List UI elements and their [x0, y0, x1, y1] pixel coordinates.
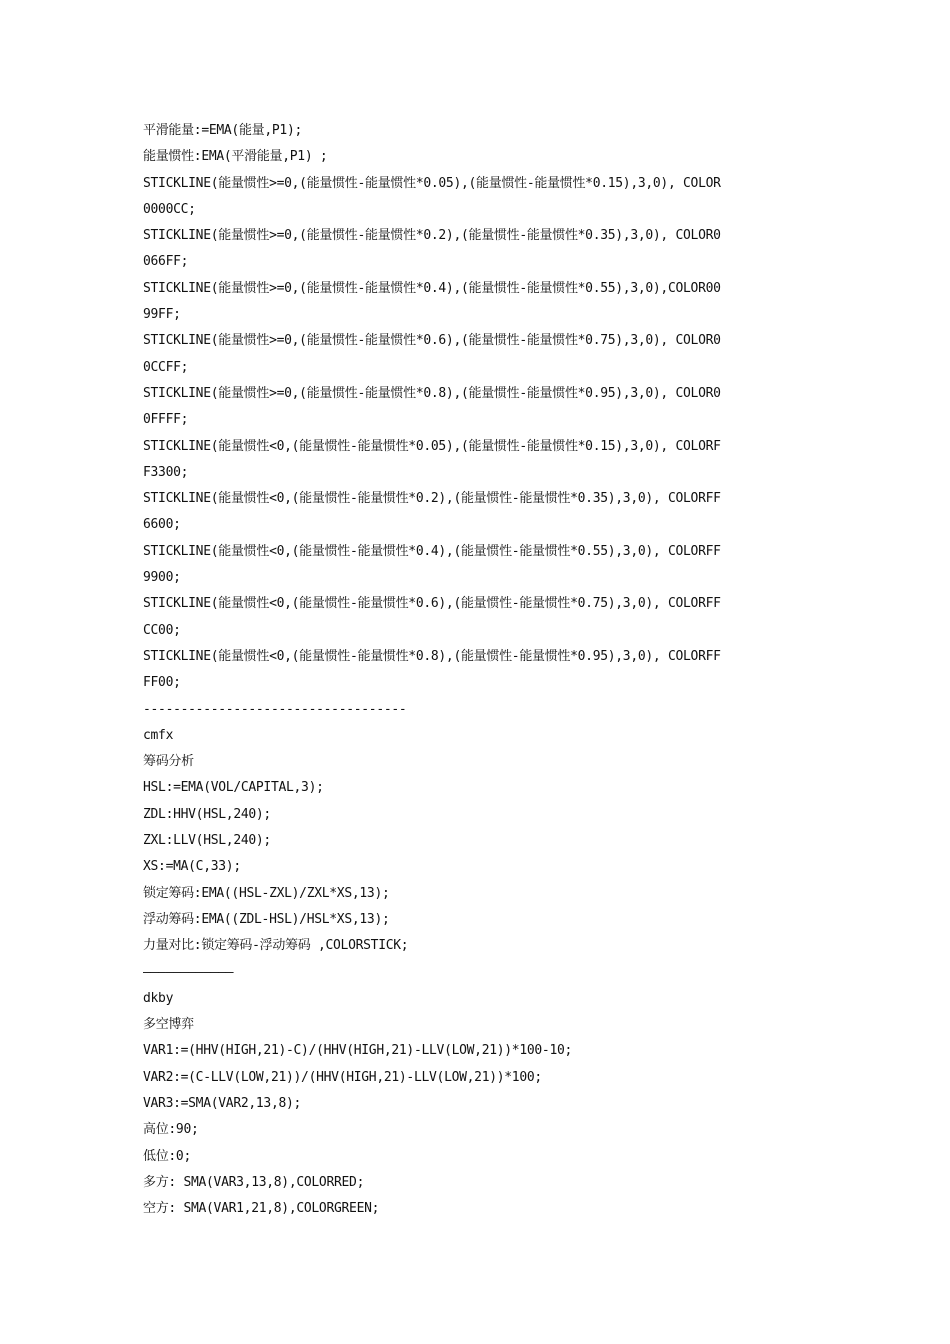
text-line: 空方: SMA(VAR1,21,8),COLORGREEN;: [143, 1201, 380, 1217]
text-line: 0CCFF;: [143, 359, 189, 375]
text-line: STICKLINE(能量惯性>=0,(能量惯性-能量惯性*0.4),(能量惯性-能量惯性*0.55),3,0),COLOR00: [143, 280, 721, 296]
text-line: dkby: [143, 990, 174, 1006]
text-line: 平滑能量:=EMA(能量,P1);: [143, 123, 302, 138]
separator-line: -----------------------------------: [143, 701, 407, 717]
text-line: FF00;: [143, 675, 181, 691]
text-line: 低位:0;: [143, 1148, 191, 1164]
text-line: XS:=MA(C,33);: [143, 859, 241, 875]
text-line: STICKLINE(能量惯性<0,(能量惯性-能量惯性*0.4),(能量惯性-能量惯性*0.55),3,0), COLORFF: [143, 543, 721, 559]
text-line: STICKLINE(能量惯性>=0,(能量惯性-能量惯性*0.8),(能量惯性-能量惯性*0.95),3,0), COLOR0: [143, 385, 721, 401]
text-line: STICKLINE(能量惯性>=0,(能量惯性-能量惯性*0.2),(能量惯性-能量惯性*0.35),3,0), COLOR0: [143, 228, 721, 244]
text-line: ZDL:HHV(HSL,240);: [143, 806, 271, 822]
text-line: VAR3:=SMA(VAR2,13,8);: [143, 1095, 302, 1111]
text-line: 99FF;: [143, 307, 181, 323]
text-line: 能量惯性:EMA(平滑能量,P1) ;: [143, 149, 328, 165]
text-line: 力量对比:锁定筹码-浮动筹码 ,COLORSTICK;: [143, 938, 409, 954]
text-line: 0000CC;: [143, 201, 196, 217]
text-line: VAR1:=(HHV(HIGH,21)-C)/(HHV(HIGH,21)-LLV(LOW,21))*100-10;: [143, 1043, 573, 1059]
text-line: 9900;: [143, 570, 181, 586]
text-line: ZXL:LLV(HSL,240);: [143, 833, 271, 849]
text-line: STICKLINE(能量惯性<0,(能量惯性-能量惯性*0.6),(能量惯性-能量惯性*0.75),3,0), COLORFF: [143, 596, 721, 612]
section-heading: 多空博弈: [143, 1017, 194, 1033]
text-line: STICKLINE(能量惯性<0,(能量惯性-能量惯性*0.05),(能量惯性-能量惯性*0.15),3,0), COLORF: [143, 438, 721, 454]
text-line: HSL:=EMA(VOL/CAPITAL,3);: [143, 780, 324, 796]
text-line: STICKLINE(能量惯性>=0,(能量惯性-能量惯性*0.6),(能量惯性-能量惯性*0.75),3,0), COLOR0: [143, 333, 721, 349]
text-line: F3300;: [143, 464, 189, 480]
text-line: STICKLINE(能量惯性<0,(能量惯性-能量惯性*0.2),(能量惯性-能量惯性*0.35),3,0), COLORFF: [143, 491, 721, 507]
text-line: 高位:90;: [143, 1122, 199, 1138]
section-heading: 筹码分析: [143, 754, 194, 770]
separator-line: ――――――――――――: [143, 964, 234, 980]
document-page: [143, 118, 823, 1222]
text-line: CC00;: [143, 622, 181, 638]
text-line: STICKLINE(能量惯性>=0,(能量惯性-能量惯性*0.05),(能量惯性-能量惯性*0.15),3,0), COLOR: [143, 175, 721, 191]
text-line: VAR2:=(C-LLV(LOW,21))/(HHV(HIGH,21)-LLV(LOW,21))*100;: [143, 1069, 542, 1085]
text-line: 多方: SMA(VAR3,13,8),COLORRED;: [143, 1174, 365, 1190]
text-line: 0FFFF;: [143, 412, 189, 428]
text-line: 浮动筹码:EMA((ZDL-HSL)/HSL*XS,13);: [143, 911, 390, 927]
text-line: cmfx: [143, 727, 174, 743]
text-line: 锁定筹码:EMA((HSL-ZXL)/ZXL*XS,13);: [143, 885, 390, 901]
text-line: 6600;: [143, 517, 181, 533]
text-line: 066FF;: [143, 254, 189, 270]
text-line: STICKLINE(能量惯性<0,(能量惯性-能量惯性*0.8),(能量惯性-能量惯性*0.95),3,0), COLORFF: [143, 648, 721, 664]
